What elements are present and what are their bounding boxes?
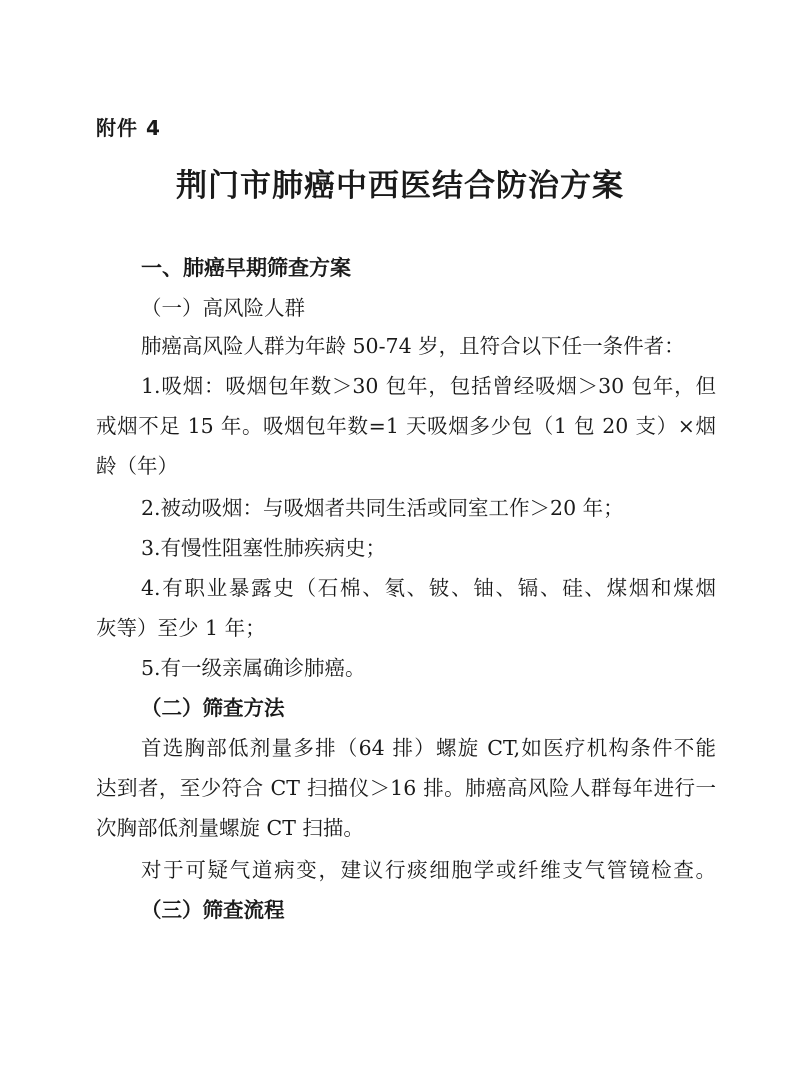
attachment-label: 附件 4: [96, 116, 161, 140]
method-para-line-1: 首选胸部低剂量多排（64 排）螺旋 CT,如医疗机构条件不能: [141, 736, 716, 760]
item-1-line-1: 1.吸烟：吸烟包年数＞30 包年，包括曾经吸烟＞30 包年，但: [141, 374, 716, 398]
method-para-line-3: 次胸部低剂量螺旋 CT 扫描。: [96, 816, 364, 840]
item-1-line-2: 戒烟不足 15 年。吸烟包年数=1 天吸烟多少包（1 包 20 支）×烟: [96, 414, 716, 438]
item-1-line-3: 龄（年）: [96, 454, 178, 478]
item-4-line-1: 4.有职业暴露史（石棉、氡、铍、铀、镉、硅、煤烟和煤烟: [141, 576, 716, 600]
subsection-heading-high-risk: （一）高风险人群: [141, 296, 305, 320]
item-4-line-2: 灰等）至少 1 年；: [96, 616, 266, 640]
subsection-heading-process: （三）筛查流程: [141, 898, 285, 922]
subsection-heading-method: （二）筛查方法: [141, 696, 285, 720]
section-heading-1: 一、肺癌早期筛查方案: [141, 256, 351, 280]
item-3: 3.有慢性阻塞性肺疾病史；: [141, 536, 387, 560]
method-para-2: 对于可疑气道病变，建议行痰细胞学或纤维支气管镜检查。: [141, 858, 716, 882]
item-2: 2.被动吸烟：与吸烟者共同生活或同室工作＞20 年；: [141, 496, 624, 520]
method-para-line-2: 达到者，至少符合 CT 扫描仪＞16 排。肺癌高风险人群每年进行一: [96, 776, 716, 800]
item-5: 5.有一级亲属确诊肺癌。: [141, 656, 366, 680]
document-title: 荆门市肺癌中西医结合防治方案: [176, 168, 624, 204]
paragraph-intro: 肺癌高风险人群为年龄 50-74 岁，且符合以下任一条件者：: [141, 334, 685, 358]
